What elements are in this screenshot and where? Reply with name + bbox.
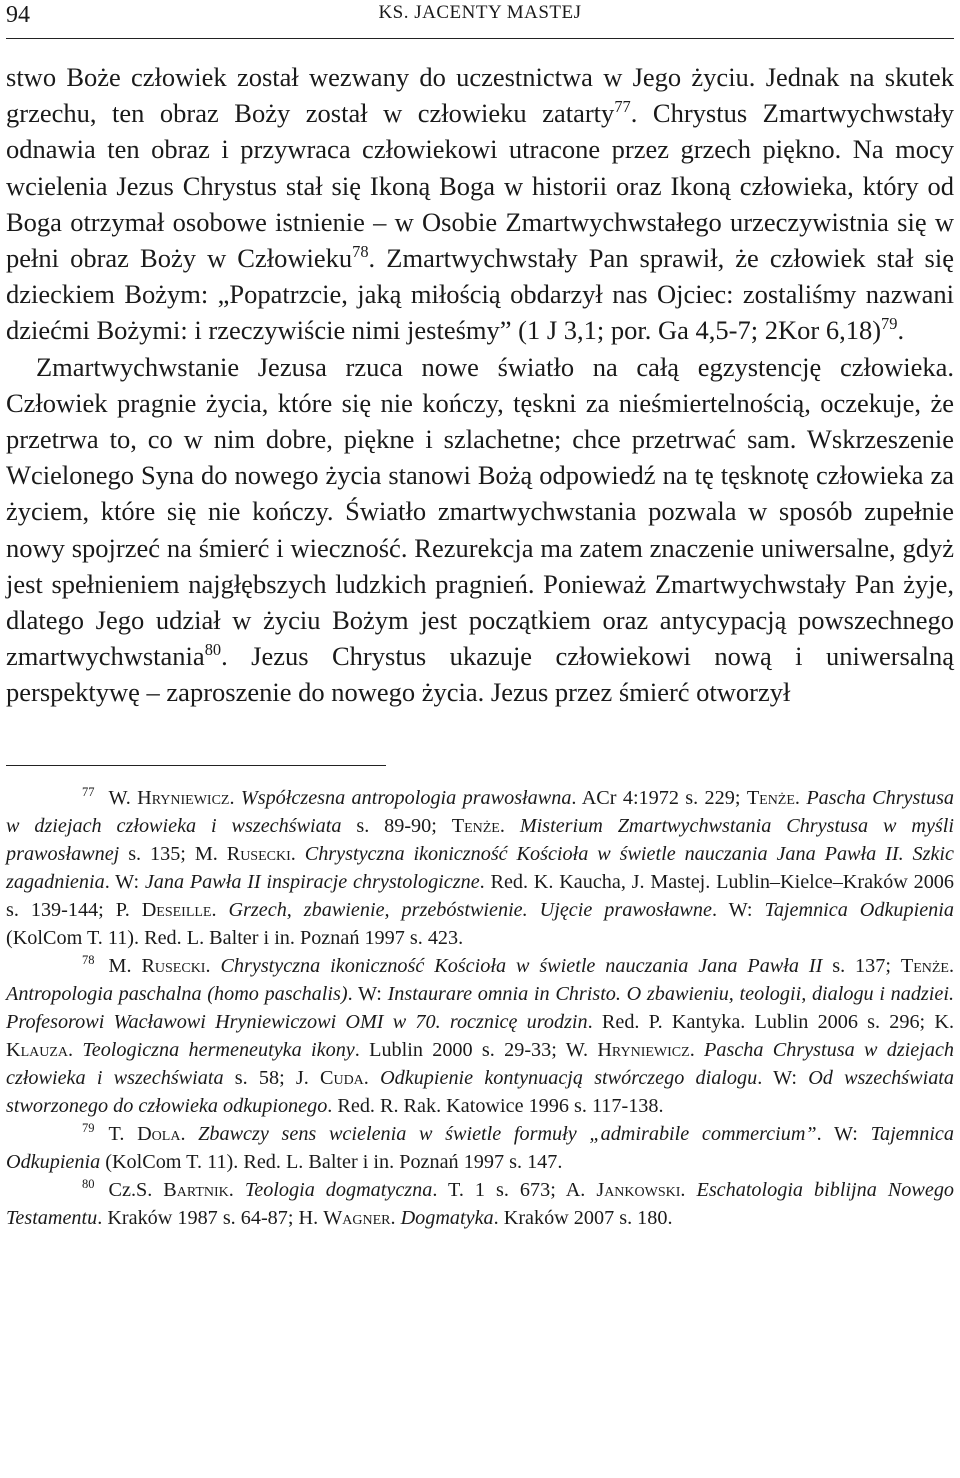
- footnote-77: $^{77}$ W. Hryniewicz. Współczesna antropologia prawosławna. ACr 4:1972 s. 229; Tenże. Pascha Chrystusa w dziejach człowieka i wszechświata s. 89-90; Tenże. Misterium Zmartwychwstania Chrystusa w myśli prawosławnej s. 135; M. Rusecki. Chrystyczna ikoniczność Kościoła w świetle nauczania Jana Pawła II. Szkic zagadnienia. W: Jana Pawła II inspiracje chrystologiczne. Red. K. Kaucha, J. Mastej. Lublin–Kielce–Kraków 2006 s. 139-144; P. Deseille. Grzech, zbawienie, przebóstwienie. Ujęcie prawosławne. W: Tajemnica Odkupienia (KolCom T. 11). Red. L. Balter i in. Poznań 1997 s. 423.: [6, 785, 955, 949]
- footnote-78: $^{78}$ M. Rusecki. Chrystyczna ikoniczność Kościoła w świetle nauczania Jana Pawła II s. 137; Tenże. Antropologia paschalna (homo paschalis). W: Instaurare omnia in Christo. O zbawieniu, teologii, dialogu i nadziei. Profesorowi Wacławowi Hryniewiczowi OMI w 70. rocznicę urodzin. Red. P. Kantyka. Lublin 2006 s. 296; K. Klauza. Teologiczna hermeneutyka ikony. Lublin 2000 s. 29-33; W. Hryniewicz. Pascha Chrystusa w dziejach człowieka i wszechświata s. 58; J. Cuda. Odkupienie kontynuacją stwórczego dialogu. W: Od wszechświata stworzonego do człowieka odkupionego. Red. R. Rak. Katowice 1996 s. 117-138.: [6, 953, 955, 1117]
- running-head: [6, 0, 954, 39]
- main-text: [6, 59, 954, 711]
- paragraph-1-text: .: [897, 315, 905, 346]
- footnote-separator: [6, 765, 386, 766]
- page-number: 94: [6, 2, 30, 28]
- footnote-79: $^{79}$ T. Dola. Zbawczy sens wcielenia w świetle formuły „admirabile commercium”. W: Tajemnica Odkupienia (KolCom T. 11). Red. L. Balter i in. Poznań 1997 s. 147.: [6, 1121, 954, 1173]
- footnote-ref-77: 77: [614, 97, 631, 117]
- footnotes: [6, 784, 954, 1232]
- footnote-ref-78: 78: [352, 242, 369, 262]
- paragraph-2-text: Zmartwychwstanie Jezusa rzuca nowe światło na całą egzystencję człowieka. Człowiek pragnie życia, które się nie kończy, tęskni za nieśmiertelnością, oczekuje, że przetrwa to, co w nim dobre, piękne i szlachetne; chce przetrwać sam. Wskrzeszenie Wcielonego Syna do nowego życia stanowi Bożą odpowiedź na tę tęsknotę człowieka za życiem, które się nie kończy. Światło zmartwychwstania pozwala w sposób zupełnie nowy spojrzeć na śmierć i wieczność. Rezurekcja ma zatem znaczenie uniwersalne, gdyż jest spełnieniem najgłębszych ludzkich pragnień. Ponieważ Zmartwychwstały Pan żyje, dlatego Jego udział w życiu Bożym jest początkiem oraz antycypacją powszechnego zmartwychwstania: [6, 351, 954, 672]
- paragraph-2-text: . Jezus Chrystus ukazuje człowiekowi nową i uniwersalną perspektywę – zaproszenie do nowego życia. Jezus przez śmierć otworzył: [6, 641, 954, 708]
- running-title: KS. JACENTY MASTEJ: [378, 2, 582, 23]
- footnote-ref-79: 79: [881, 314, 898, 334]
- footnote-ref-80: 80: [204, 640, 222, 660]
- footnote-80: $^{80}$ Cz.S. Bartnik. Teologia dogmatyczna. T. 1 s. 673; A. Jankowski. Eschatologia biblijna Nowego Testamentu. Kraków 1987 s. 64-87; H. Wagner. Dogmatyka. Kraków 2007 s. 180.: [6, 1177, 955, 1229]
- paragraph-1-text: . Zmartwychwstały Pan sprawił, że człowiek stał się dzieckiem Bożym: „Popatrzcie, jaką miłością obdarzył nas Ojciec: zostaliśmy nazwani dziećmi Bożymi: i rzeczywiście nimi jesteśmy” (1 J 3,1; por. Ga 4,5-7; 2Kor 6,18): [6, 243, 954, 346]
- paragraph-1-text: . Chrystus Zmartwychwstały odnawia ten obraz i przywraca człowiekowi utracone przez grzech piękno. Na mocy wcielenia Jezus Chrystus stał się Ikoną Boga w historii oraz Ikoną człowieka, który od Boga otrzymał osobowe istnienie – w Osobie Zmartwychwstałego urzeczywistnia się w pełni obraz Boży w Człowieku: [6, 98, 954, 274]
- paragraph-2: [6, 349, 954, 711]
- paragraph-1: [6, 59, 954, 349]
- book-page: [6, 0, 954, 1232]
- paragraph-1-text: stwo Boże człowiek został wezwany do uczestnictwa w Jego życiu. Jednak na skutek grzechu, ten obraz Boży został w człowieku zatarty: [6, 62, 954, 129]
